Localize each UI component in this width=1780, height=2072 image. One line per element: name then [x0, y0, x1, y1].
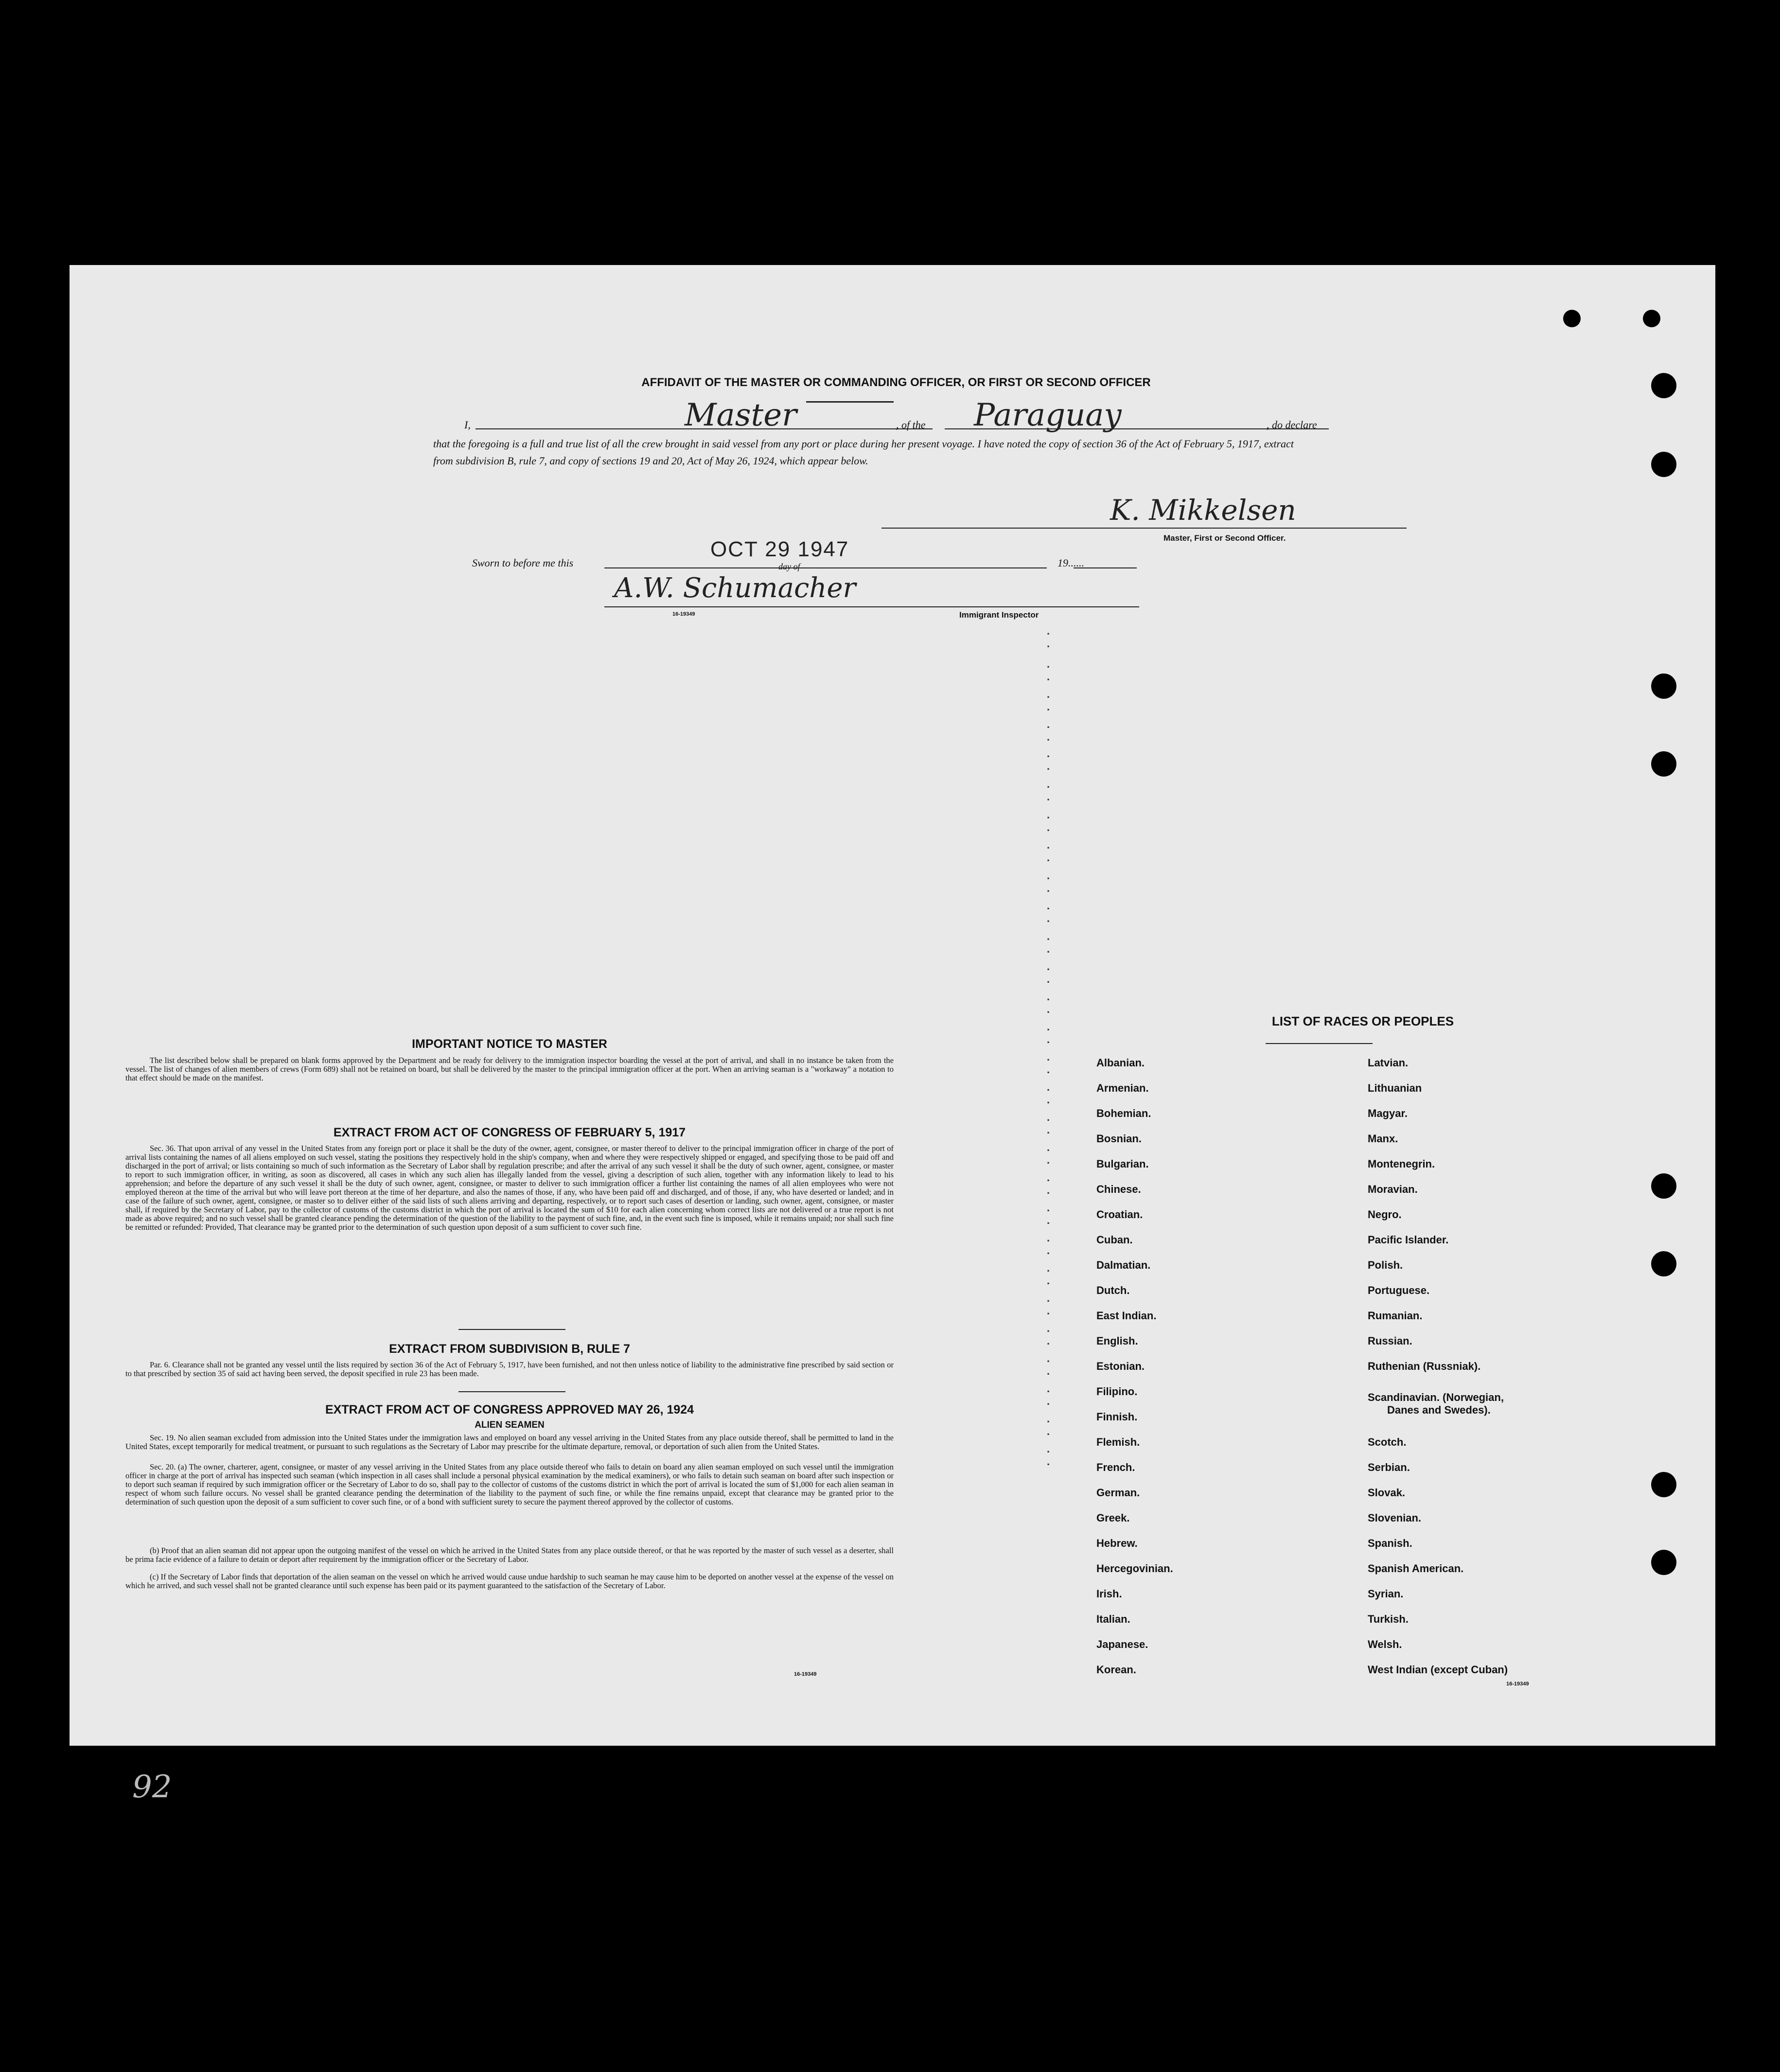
punch-hole: [1651, 1550, 1676, 1575]
day-of-text: day of: [778, 562, 800, 571]
punch-hole: [1563, 310, 1581, 327]
race-item: English.: [1096, 1335, 1138, 1347]
race-item: Bohemian.: [1096, 1107, 1151, 1119]
race-item: Albanian.: [1096, 1057, 1145, 1069]
punch-hole: [1651, 452, 1676, 477]
race-item: Scandinavian. (Norwegian,: [1368, 1391, 1504, 1403]
race-item: Korean.: [1096, 1664, 1136, 1676]
divider: [458, 1391, 565, 1392]
signature-line: [881, 528, 1407, 529]
race-item: French.: [1096, 1461, 1135, 1473]
race-item: Dutch.: [1096, 1284, 1130, 1296]
date-stamp: OCT 29 1947: [710, 537, 849, 561]
race-item: Filipino.: [1096, 1385, 1138, 1398]
race-item: Welsh.: [1368, 1638, 1402, 1650]
race-item: Greek.: [1096, 1512, 1130, 1524]
race-item: Japanese.: [1096, 1638, 1148, 1650]
punch-hole: [1643, 310, 1660, 327]
race-item: Turkish.: [1368, 1613, 1409, 1625]
inspector-line: [604, 606, 1139, 607]
vessel-handwritten: Paraguay: [974, 397, 1122, 433]
race-item: Finnish.: [1096, 1411, 1138, 1423]
year-prefix: 19......: [1057, 557, 1084, 569]
race-item: Bulgarian.: [1096, 1158, 1149, 1170]
race-item: Bosnian.: [1096, 1133, 1142, 1145]
race-item: Hercegovinian.: [1096, 1562, 1173, 1575]
extract-1917-text: Sec. 36. That upon arrival of any vessel in the United States from any foreign port or place it shall be the duty of the owner, agent, consignee, or master thereof to deliver to the principal immigration officer in charge of the port of arrival lists containing the names of all aliens employed on such vessel, stating the positions they respectively hold in the ship's company, when and where they were respectively shipped or engaged, and specifying those to be paid off and discharged in the port of arrival; or lists containing so much of such information as the Secretary of Labor shall by regulation prescribe; and after the arrival of any such vessel it shall be the duty of such owner, agent, consignee, or master to report to such immigration officer, in writing, as soon as discovered, all cases in which any such alien has illegally landed from the vessel, giving a description of such alien, together with any information likely to lead to his apprehension; and before the departure of any such vessel it shall be the duty of such owner, agent, consignee, or master to deliver to such immigration officer a further list containing the names of all alien employees who were not employed thereon at the time of the arrival but who will leave port thereon at the time of her departure, and also the names of those, if any, who have been paid off and discharged, and of those, if any, who have deserted or landed; and in case of the failure of such owner, agent, consignee, or master so to deliver either of the said lists of such aliens arriving and departing, respectively, or to report such cases of desertion or landing, such owner, agent, consignee, or master shall, if required by the Secretary of Labor, pay to the collector of customs of the customs district in which the port of arrival is located the sum of $10 for each alien concerning whom correct lists are not delivered or a true report is not made as above required; and no such vessel shall be granted clearance pending the determination of the question of the liability to the payment of such fine, and, in the event such fine is imposed, while it remains unpaid; nor shall such fine be remitted or refunded: Provided, That clearance may be granted prior to the determination of such question upon deposit of a sum sufficient to cover such fine.: [125, 1144, 894, 1232]
race-item: Chinese.: [1096, 1183, 1141, 1195]
race-item: Spanish American.: [1368, 1562, 1464, 1575]
race-item: Syrian.: [1368, 1588, 1404, 1600]
affidavit-declare: , do declare: [1267, 419, 1317, 431]
race-item: West Indian (except Cuban): [1368, 1664, 1508, 1676]
rule7-title: EXTRACT FROM SUBDIVISION B, RULE 7: [389, 1342, 630, 1356]
divider: [458, 1329, 565, 1330]
races-title: LIST OF RACES OR PEOPLES: [1271, 1014, 1454, 1028]
race-item: Polish.: [1368, 1259, 1403, 1271]
divider: [806, 401, 894, 403]
race-item: Slovak.: [1368, 1487, 1406, 1499]
punch-hole: [1651, 1472, 1676, 1497]
punch-hole: [1651, 1251, 1676, 1276]
affidavit-of-the: , of the: [896, 419, 926, 431]
notice-text: The list described below shall be prepared on blank forms approved by the Department and be ready for delivery to the immigration inspector boarding the vessel at the port of arrival, and shall in no instance be taken from the vessel. The list of changes of alien members of crews (Form 689) shall not be retained on board, but shall be delivered by the master to the principal immigration officer at the port. When an arriving seaman is a "workaway" a notation to that effect should be made on the manifest.: [125, 1056, 894, 1082]
punch-hole: [1651, 751, 1676, 777]
signature-caption: Master, First or Second Officer.: [1163, 533, 1286, 543]
affidavit-title: AFFIDAVIT OF THE MASTER OR COMMANDING OFFICER, OR FIRST OR SECOND OFFICER: [641, 376, 1151, 389]
year-line: [1074, 567, 1137, 568]
extract-1917-title: EXTRACT FROM ACT OF CONGRESS OF FEBRUARY 5, 1917: [333, 1126, 686, 1139]
form-number: 16-19349: [672, 611, 695, 617]
race-item: Moravian.: [1368, 1183, 1418, 1195]
affidavit-i: I,: [464, 419, 471, 431]
race-item: Croatian.: [1096, 1208, 1143, 1221]
sec19-text: Sec. 19. No alien seaman excluded from admission into the United States under the immigration laws and employed on board any vessel arriving in the United States from any place outside thereof, shall be permitted to land in the United States, except temporarily for medical treatment, or pursuant to such regulations as the Secretary of Labor may prescribe for the ultimate departure, removal, or deportation of such alien from the United States.: [125, 1433, 894, 1451]
punch-hole: [1651, 373, 1676, 398]
race-item: Pacific Islander.: [1368, 1234, 1449, 1246]
race-item: Spanish.: [1368, 1537, 1412, 1549]
race-item: Danes and Swedes).: [1387, 1404, 1491, 1416]
race-item: Portuguese.: [1368, 1284, 1430, 1296]
document-page: AFFIDAVIT OF THE MASTER OR COMMANDING OFFICER, OR FIRST OR SECOND OFFICER I, Master , of the Paraguay , do declare that the foregoing is a full and true list of all the crew brought in said vessel from any port or place during her present voyage. I have noted the copy of section 36 of the Act of February 5, 1917, extract from subdivision B, rule 7, and copy of sections 19 and 20, Act of May 26, 1924, which appear below. K. Mikkelsen Master, First or Second Officer. Sworn to before me this OCT 29 1947 day of 19...... A.W. Schumacher 16-19349 Immigrant Inspector IMPORTANT NOTICE TO MASTER The list described below shall be prepared on blank forms approved by the Department and be ready for delivery to the immigration inspector boarding the vessel at the port of arrival, and shall in no instance be taken from the vessel. The list of changes of alien members of crews (Form 689) shall not be retained on board, but shall be delivered by the master to the principal immigration officer at the port. When an arriving seaman is a "workaway" a notation to that effect should be made on the manifest. EXTRACT FROM ACT OF CONGRESS OF FEBRUARY 5, 1917 Sec. 36. That upon arrival of any vessel in the United States from any foreign port or place it shall be the duty of the owner, agent, consignee, or master thereof to deliver to the principal immigration officer in charge of the port of arrival lists containing the names of all aliens employed on such vessel, stating the positions they respectively hold in the ship's company, when and where they were respectively shipped or engaged, and specifying those to be paid off and discharged in the port of arrival; or lists containing so much of such information as the Secretary of Labor shall by regulation prescribe; and after the arrival of any such vessel it shall be the duty of such owner, agent, consignee, or master to report to such immigration officer, in writing, as soon as discovered, all cases in which any such alien has illegally landed from the vessel, giving a description of such alien, together with any information likely to lead to his apprehension; and before the departure of any such vessel it shall be the duty of such owner, agent, consignee, or master to deliver to such immigration officer a further list containing the names of all alien employees who were not employed thereon at the time of the arrival but who will leave port thereon at the time of her departure, and also the names of those, if any, who have been paid off and discharged, and of those, if any, who have deserted or landed; and in case of the failure of such owner, agent, consignee, or master so to deliver either of the said lists of such aliens arriving and departing, respectively, or to report such cases of desertion or landing, such owner, agent, consignee, or master shall, if required by the Secretary of Labor, pay to the collector of customs of the customs district in which the port of arrival is located the sum of $10 for each alien concerning whom correct lists are not delivered or a true report is not made as above required; and no such vessel shall be granted clearance pending the determination of the question of the liability to the payment of such fine, and, in the event such fine is imposed, while it remains unpaid; nor shall such fine be remitted or refunded: Provided, That clearance may be granted prior to the determination of such question upon deposit of a sum sufficient to cover such fine. EXTRACT FROM SUBDIVISION B, RULE 7 Par. 6. Clearance shall not be granted any vessel until the lists required by section 36 of the Act of February 5, 1917, have been furnished, and not then unless notice of liability to the administrative fine prescribed by said section or to that prescribed by section 35 of said act having been served, the deposit specified in rule 23 has been made. EXTRACT FROM ACT OF CONGRESS APPROVED MAY 26, 1924 ALIEN SEAMEN Sec. 19. No alien seaman excluded from admission into the United States under the immigration laws and employed on board any vessel arriving in the United States from any place outside thereof, shall be permitted to land in the United States, except temporarily for medical treatment, or pursuant to such regulations as the Secretary of Labor may prescribe for the ultimate departure, removal, or deportation of such alien from the United States. Sec. 20. (a) The owner, charterer, agent, consignee, or master of any vessel arriving in the United States from any place outside thereof who fails to detain on board any alien seaman employed on such vessel until the immigration officer in charge at the port of arrival has inspected such seaman (which inspection in all cases shall include a personal physical examination by the medical examiners), or who fails to detain such seaman on board after such inspection or to deport such seaman if required by such immigration officer or the Secretary of Labor to do so, shall pay to the collector of customs of the customs district in which the port of arrival is located the sum of $1,000 for each alien seaman in respect of whom such failure occurs. No vessel shall be granted clearance pending the determination of the liability to the payment of such fine, or while the fine remains unpaid, except that clearance may be granted prior to the determination of such question upon the deposit of a sum sufficient to cover such fine, or of a bond with sufficient surety to secure the payment thereof approved by the collector of customs. (b) Proof that an alien seaman did not appear upon the outgoing manifest of the vessel on which he arrived in the United States from any place outside thereof, or that he was reported by the master of such vessel as a deserter, shall be prima facie evidence of a failure to detain or deport after requirement by the immigration officer or the Secretary of Labor. (c) If the Secretary of Labor finds that deportation of the alien seaman on the vessel on which he arrived would cause undue hardship to such seaman he may cause him to be deported on another vessel at the expense of the vessel on which he arrived, and such vessel shall not be granted clearance until such expense has been paid or its payment guaranteed to the satisfaction of the Secretary of Labor. 16-19349 . . . . . . . . . . . . . . . . . . . . . . . . . . . . . . . . . . . . . . . . . . . . . . . . . . . . . . . . LIST OF RACES OR PEOPLES Albanian. Armenian. Bohemian. Bosnian. Bulgarian. Chinese. Croatian. Cuban. Dalmatian. Dutch. East Indian. English. Estonian. Filipino. Finnish. Flemish. French. German. Greek. Hebrew. Hercegovinian. Irish. Italian. Japanese. Korean. Latvian. Lithuanian Magyar. Manx. Montenegrin. Moravian. Negro. Pacific Islander. Polish. Portuguese. Rumanian. Russian. Ruthenian (Russniak). Scandinavian. (Norwegian, Danes and Swedes). Scotch. Serbian. Slovak. Slovenian. Spanish. Spanish American. Syrian. Turkish. Welsh. West Indian (except Cuban) 16-19349: [70, 265, 1715, 1746]
race-item: Flemish.: [1096, 1436, 1140, 1448]
race-item: Scotch.: [1368, 1436, 1407, 1448]
race-item: Estonian.: [1096, 1360, 1145, 1372]
race-item: German.: [1096, 1487, 1140, 1499]
race-item: East Indian.: [1096, 1310, 1157, 1322]
divider: [1266, 1043, 1373, 1044]
race-item: Montenegrin.: [1368, 1158, 1435, 1170]
race-item: Manx.: [1368, 1133, 1398, 1145]
race-item: Ruthenian (Russniak).: [1368, 1360, 1481, 1372]
rule7-text: Par. 6. Clearance shall not be granted any vessel until the lists required by section 36 of the Act of February 5, 1917, have been furnished, and not then unless notice of liability to the administrative fine prescribed by said section or to that prescribed by section 35 of said act having been served, the deposit specified in rule 23 has been made.: [125, 1360, 894, 1378]
sec20a-text: Sec. 20. (a) The owner, charterer, agent, consignee, or master of any vessel arriving in the United States from any place outside thereof who fails to detain on board any alien seaman employed on such vessel until the immigration officer in charge at the port of arrival has inspected such seaman (which inspection in all cases shall include a personal physical examination by the medical examiners), or who fails to detain such seaman on board after such inspection or to deport such seaman if required by such immigration officer or the Secretary of Labor to do so, shall pay to the collector of customs of the customs district in which the port of arrival is located the sum of $1,000 for each alien seaman in respect of whom such failure occurs. No vessel shall be granted clearance pending the determination of the liability to the payment of such fine, or while the fine remains unpaid, except that clearance may be granted prior to the determination of such question upon the deposit of a sum sufficient to cover such fine, or of a bond with sufficient surety to secure the payment thereof approved by the collector of customs.: [125, 1462, 894, 1506]
affidavit-body: that the foregoing is a full and true list of all the crew brought in said vessel from any port or place during her present voyage. I have noted the copy of section 36 of the Act of February 5, 1917, extract from subdivision B, rule 7, and copy of sections 19 and 20, Act of May 26, 1924, which appear below.: [433, 438, 1294, 467]
race-item: Dalmatian.: [1096, 1259, 1151, 1271]
date-line: [604, 567, 1047, 568]
race-item: Russian.: [1368, 1335, 1412, 1347]
form-number: 16-19349: [1506, 1681, 1529, 1687]
race-item: Serbian.: [1368, 1461, 1410, 1473]
alien-seamen-subtitle: ALIEN SEAMEN: [475, 1420, 545, 1430]
sec20c-text: (c) If the Secretary of Labor finds that deportation of the alien seaman on the vessel on which he arrived would cause undue hardship to such seaman he may cause him to be deported on another vessel at the expense of the vessel on which he arrived, and such vessel shall not be granted clearance until such expense has been paid or its payment guaranteed to the satisfaction of the Secretary of Labor.: [125, 1572, 894, 1590]
punch-hole: [1651, 1173, 1676, 1199]
race-item: Rumanian.: [1368, 1310, 1423, 1322]
sworn-text: Sworn to before me this: [472, 557, 574, 569]
race-item: Hebrew.: [1096, 1537, 1138, 1549]
master-signature: K. Mikkelsen: [1110, 494, 1296, 527]
form-number: 16-19349: [794, 1671, 817, 1677]
punch-hole: [1651, 673, 1676, 699]
notice-title: IMPORTANT NOTICE TO MASTER: [412, 1037, 607, 1051]
race-item: Latvian.: [1368, 1057, 1409, 1069]
race-item: Irish.: [1096, 1588, 1122, 1600]
race-item: Slovenian.: [1368, 1512, 1422, 1524]
rank-handwritten: Master: [685, 397, 797, 433]
extract-1924-title: EXTRACT FROM ACT OF CONGRESS APPROVED MAY 26, 1924: [325, 1403, 694, 1417]
race-item: Italian.: [1096, 1613, 1130, 1625]
race-item: Magyar.: [1368, 1107, 1408, 1119]
inspector-signature: A.W. Schumacher: [614, 572, 856, 604]
race-item: Lithuanian: [1368, 1082, 1422, 1094]
inspector-caption: Immigrant Inspector: [959, 610, 1039, 620]
race-item: Cuban.: [1096, 1234, 1133, 1246]
margin-mark: 92: [132, 1769, 172, 1805]
race-item: Armenian.: [1096, 1082, 1149, 1094]
race-item: Negro.: [1368, 1208, 1402, 1221]
sec20b-text: (b) Proof that an alien seaman did not appear upon the outgoing manifest of the vessel on which he arrived in the United States from any place outside thereof, or that he was reported by the master of such vessel as a deserter, shall be prima facie evidence of a failure to detain or deport after requirement by the immigration officer or the Secretary of Labor.: [125, 1546, 894, 1564]
